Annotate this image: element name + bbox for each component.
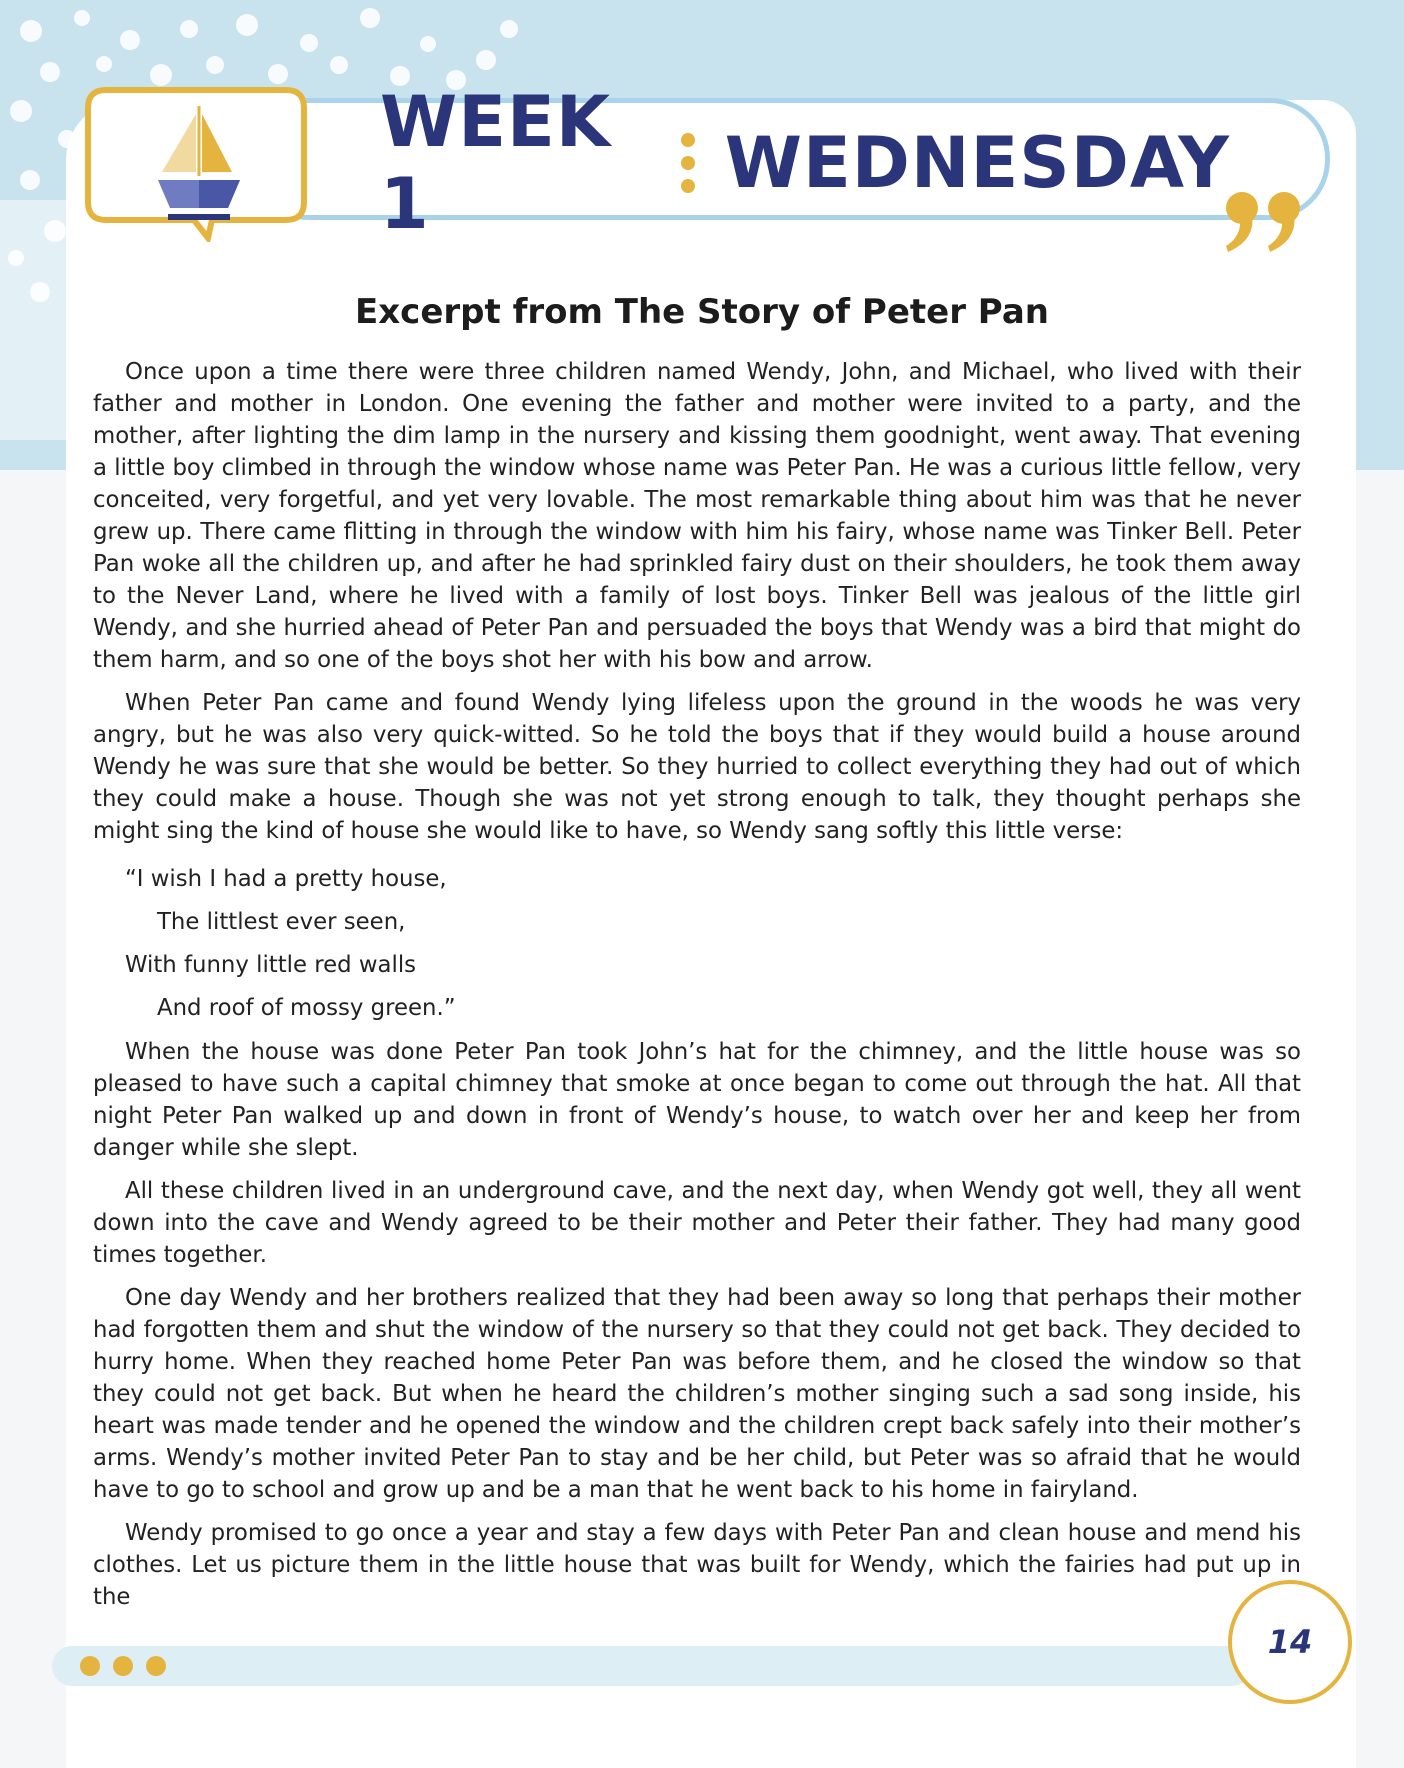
decor-dot: [236, 14, 258, 36]
verse-line: “I wish I had a pretty house,: [125, 866, 447, 892]
decor-dot: [44, 220, 66, 242]
decor-dot: [10, 100, 32, 122]
verse-line: With funny little red walls: [125, 952, 417, 978]
decor-dot: [8, 250, 24, 266]
decor-dot: [420, 36, 436, 52]
header-separator: [681, 133, 695, 193]
decor-dot: [500, 20, 518, 38]
quote-mark-icon: [1222, 188, 1308, 258]
sailboat-icon: [82, 84, 310, 242]
decor-dot: [40, 62, 60, 82]
verse-line: The littlest ever seen,: [157, 909, 406, 935]
decor-dot: [300, 34, 318, 52]
story-text: [93, 356, 1301, 1624]
decor-dot: [20, 170, 40, 190]
paragraph: Wendy promised to go once a year and stay a few days with Peter Pan and clean house and mend his clothes. Let us picture them in the little house that was built for Wendy, which the fairies had put up in the: [93, 1520, 1301, 1610]
page-header-title: [380, 81, 1230, 245]
footer-dots: [80, 1656, 166, 1676]
decor-dot: [74, 10, 90, 26]
week-label: WEEK 1: [380, 81, 612, 245]
verse-line: And roof of mossy green.”: [157, 995, 456, 1021]
decor-dot: [120, 30, 140, 50]
paragraph: When the house was done Peter Pan took John’s hat for the chimney, and the little house was so pleased to have such a capital chimney that smoke at once began to come out through the hat. All that night Peter Pan walked up and down in front of Wendy’s house, to watch over her and keep her from danger while she slept.: [93, 1039, 1301, 1161]
page-number: 14: [1228, 1580, 1352, 1704]
day-label: WEDNESDAY: [724, 122, 1230, 204]
paragraph: One day Wendy and her brothers realized that they had been away so long that perhaps their mother had forgotten them and shut the window of the nursery so that they could not get back. They decided to hurry home. When they reached home Peter Pan was before them, and he closed the window so that they could not get back. But when he heard the children’s mother singing such a sad song inside, his heart was made tender and he opened the window and the children crept back safely into their mother’s arms. Wendy’s mother invited Peter Pan to stay and be her child, but Peter was so afraid that he would have to go to school and grow up and be a man that he went back to his home in fairyland.: [93, 1285, 1301, 1503]
decor-dot: [96, 56, 112, 72]
decor-dot: [206, 56, 224, 74]
decor-dot: [20, 20, 42, 42]
decor-dot: [360, 8, 380, 28]
footer-bar: [52, 1646, 1252, 1686]
story-title: Excerpt from The Story of Peter Pan: [355, 292, 1049, 332]
paragraph: When Peter Pan came and found Wendy lying lifeless upon the ground in the woods he was very angry, but he was also very quick-witted. So he told the boys that if they would build a house around Wendy he was sure that she would be better. So they hurried to collect everything they had out of which they could make a house. Though she was not yet strong enough to talk, they thought perhaps she might sing the kind of house she would like to have, so Wendy sang softly this little verse:: [93, 690, 1301, 844]
decor-dot: [268, 64, 288, 84]
decor-dot: [476, 50, 496, 70]
decor-dot: [150, 64, 172, 86]
decor-dot: [180, 20, 198, 38]
paragraph: All these children lived in an underground cave, and the next day, when Wendy got well, they all went down into the cave and Wendy agreed to be their mother and Peter their father. They had many good times together.: [93, 1178, 1301, 1268]
paragraph: Once upon a time there were three children named Wendy, John, and Michael, who lived with their father and mother in London. One evening the father and mother were invited to a party, and the mother, after lighting the dim lamp in the nursery and kissing them goodnight, went away. That evening a little boy climbed in through the window whose name was Peter Pan. He was a curious little fellow, very conceited, very forgetful, and yet very lovable. The most remarkable thing about him was that he never grew up. There came flitting in through the window with him his fairy, whose name was Tinker Bell. Peter Pan woke all the children up, and after he had sprinkled fairy dust on their shoulders, he took them away to the Never Land, where he lived with a family of lost boys. Tinker Bell was jealous of the little girl Wendy, and she hurried ahead of Peter Pan and persuaded the boys that Wendy was a bird that might do them harm, and so one of the boys shot her with his bow and arrow.: [93, 359, 1301, 673]
decor-dot: [330, 56, 348, 74]
